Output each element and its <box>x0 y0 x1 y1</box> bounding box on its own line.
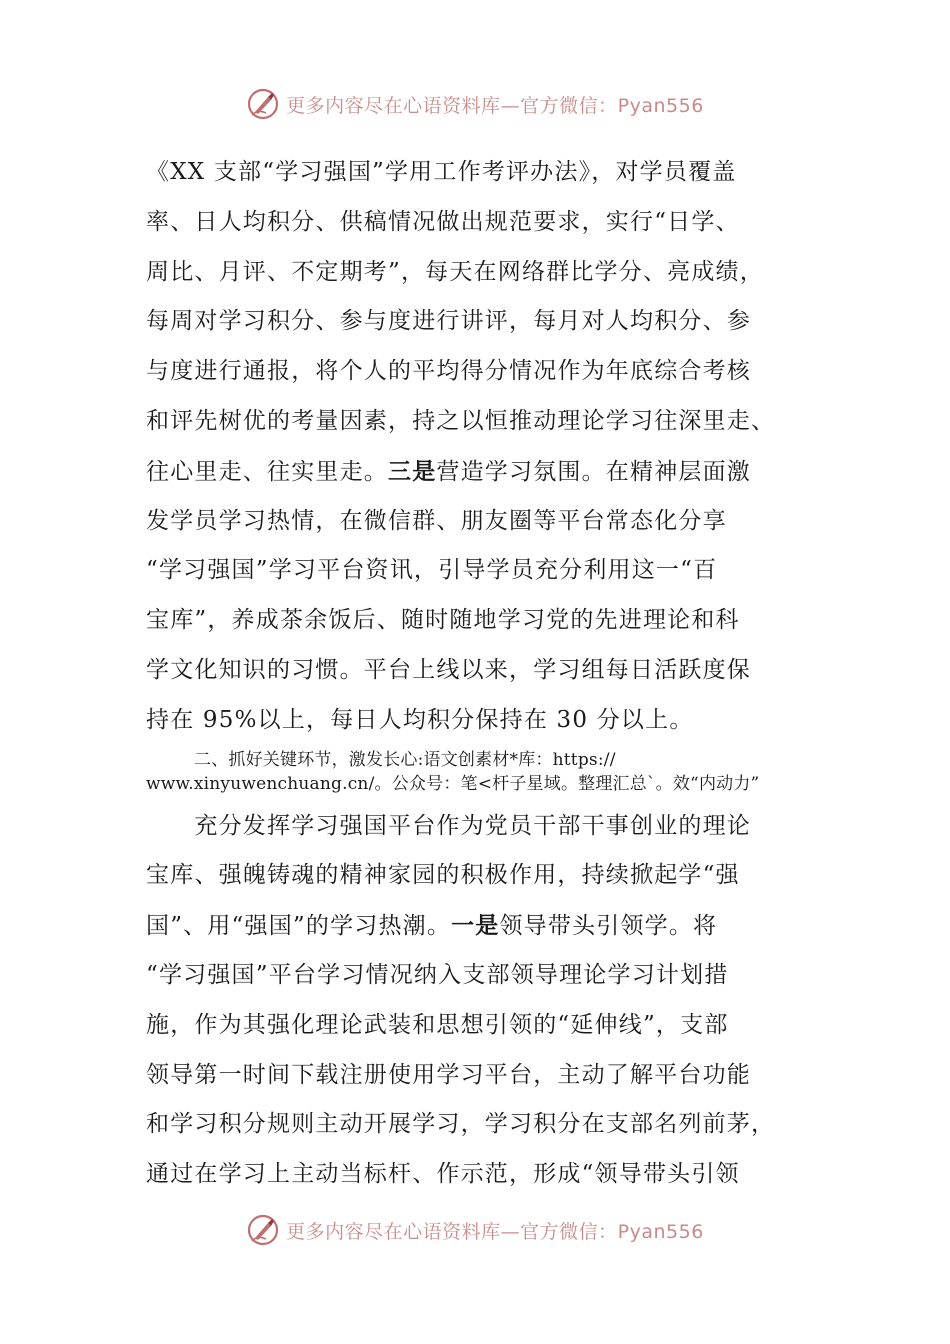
text-line: 发学员学习热情，在微信群、朋友圈等平台常态化分享 <box>146 507 727 534</box>
document-body <box>146 148 806 1200</box>
text-line: 往心里走、往实里走。三是营造学习氛围。在精神层面激 <box>146 457 752 485</box>
bold-keyword: 三是 <box>388 457 437 485</box>
footer-banner <box>0 1210 950 1250</box>
text-line: 周比、月评、不定期考”，每天在网络群比学分、亮成绩， <box>146 258 764 285</box>
text-line: 每周对学习积分、参与度进行讲评，每月对人均积分、参 <box>146 308 751 335</box>
text-line: 和评先树优的考量因素，持之以恒推动理论学习往深里走、 <box>146 407 776 434</box>
text-line: 率、日人均积分、供稿情况做出规范要求，实行“日学、 <box>146 208 740 235</box>
text-line: 通过在学习上主动当标杆、作示范，形成“领导带头引领 <box>146 1161 740 1188</box>
section-heading-continued: www.xinyuwenchuang.cn/。公众号：笔<杆子星域。整理汇总`。效“内动力” <box>146 773 760 794</box>
text-line: 与度进行通报，将个人的平均得分情况作为年底综合考核 <box>146 358 751 385</box>
text-line: 学文化知识的习惯。平台上线以来，学习组每日活跃度保 <box>146 656 751 683</box>
pen-logo-icon <box>246 87 280 121</box>
bold-keyword: 一是 <box>451 912 500 940</box>
banner-text: 更多内容尽在心语资料库—官方微信：Pyan556 <box>286 94 704 117</box>
banner-text: 更多内容尽在心语资料库—官方微信：Pyan556 <box>286 1220 704 1243</box>
text-line: 宝库”，养成茶余饭后、随时随地学习党的先进理论和科 <box>146 607 740 634</box>
header-banner <box>0 84 950 124</box>
text-line: 领导第一时间下载注册使用学习平台，主动了解平台功能 <box>146 1061 751 1088</box>
text-line: “学习强国”学习平台资讯，引导学员充分利用这一“百 <box>146 557 718 584</box>
text-line: 施，作为其强化理论武装和思想引领的“延伸线”，支部 <box>146 1011 729 1038</box>
text-line: 《XX 支部“学习强国”学用工作考评办法》，对学员覆盖 <box>146 159 737 185</box>
text-line: 和学习积分规则主动开展学习，学习积分在支部名列前茅， <box>146 1111 776 1138</box>
text-line: 持在 95%以上，每日人均积分保持在 30 分以上。 <box>146 706 694 733</box>
section-heading: 二、抓好关键环节，激发长心:语文创素材*库：https:// <box>194 749 616 770</box>
pen-logo-icon <box>246 1213 280 1247</box>
text-line: 充分发挥学习强国平台作为党员干部干事创业的理论 <box>146 812 751 839</box>
text-line: 宝库、强魄铸魂的精神家园的积极作用，持续掀起学“强 <box>146 862 740 889</box>
text-line: “学习强国”平台学习情况纳入支部领导理论学习计划措 <box>146 961 729 988</box>
text-line: 国”、用“强国”的学习热潮。一是领导带头引领学。将 <box>146 912 718 940</box>
